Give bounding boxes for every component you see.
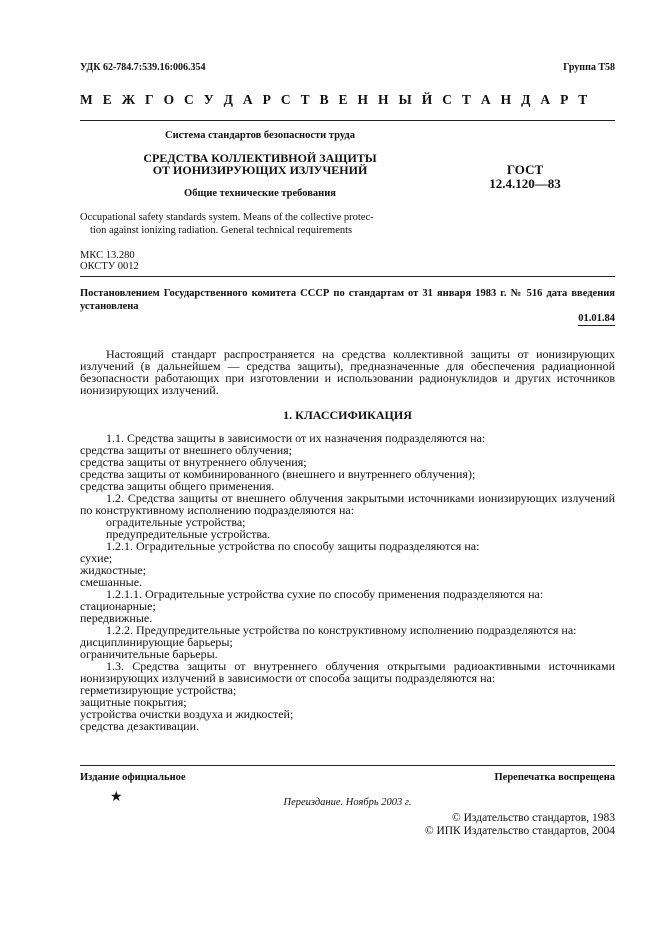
clause-1-2: 1.2. Средства защиты от внешнего облучения закрытыми источниками ионизирующих излучений по конструктивному исполнению подразделяются на: [80, 491, 615, 517]
list-item: оградительные устройства; [106, 515, 246, 529]
list-item: средства защиты общего применения. [80, 479, 275, 493]
list-item: передвижные. [80, 611, 153, 625]
list-item: защитные покрытия; [80, 695, 187, 709]
list-item: средства защиты от внешнего облучения; [80, 443, 293, 457]
list-item: сухие; [80, 551, 113, 565]
list-item: смешанные. [80, 575, 143, 589]
title-divider [80, 276, 615, 277]
section-body [80, 432, 615, 732]
gost-label: ГОСТ [506, 162, 544, 177]
interstate-standard-banner: М Е Ж Г О С У Д А Р С Т В Е Н Н Ы Й С Т А Н Д А Р Т [80, 92, 591, 107]
clause-1-1: 1.1. Средства защиты в зависимости от их назначения подразделяются на: [106, 431, 486, 445]
effective-date: 01.01.84 [578, 313, 615, 324]
reprint-prohibited-label: Перепечатка воспрещена [494, 772, 615, 783]
udk-code: УДК 62-784.7:539.16:006.354 [80, 62, 206, 73]
decree-text: Постановлением Государственного комитета СССР по стандартам от 31 января 1983 г. № 516 дата введения установлена [80, 288, 615, 312]
list-item: средства защиты от внутреннего облучения; [80, 455, 307, 469]
list-item: средства защиты от комбинированного (внешнего и внутреннего облучения); [80, 467, 476, 481]
clause-1-3: 1.3. Средства защиты от внутреннего облучения открытыми радиоактивными источниками ионизирующих излучений в зависимости от способа защиты подразделяются на: [80, 659, 615, 685]
document-title [80, 152, 440, 176]
list-item: стационарные; [80, 599, 156, 613]
group-code: Группа Т58 [563, 62, 615, 73]
copyright-1983: © Издательство стандартов, 1983 [451, 812, 615, 824]
gost-number: 12.4.120—83 [489, 176, 561, 191]
english-title [80, 211, 410, 237]
list-item: ограничительные барьеры. [80, 647, 218, 661]
title-line-2: ОТ ИОНИЗИРУЮЩИХ ИЗЛУЧЕНИЙ [152, 163, 368, 177]
section-heading: 1. КЛАССИФИКАЦИЯ [283, 408, 412, 422]
clause-1-2-2: 1.2.2. Предупредительные устройства по конструктивному исполнению подразделяются на: [106, 623, 577, 637]
list-item: дисциплинирующие барьеры; [80, 635, 233, 649]
top-divider [80, 120, 615, 121]
title-line-1: СРЕДСТВА КОЛЛЕКТИВНОЙ ЗАЩИТЫ [143, 151, 377, 165]
english-title-line-1: Occupational safety standards system. Means of the collective protec- [80, 212, 374, 223]
mks-code: МКС 13.280 [80, 250, 135, 261]
list-item: герметизирующие устройства; [80, 683, 237, 697]
clause-1-2-1-1: 1.2.1.1. Оградительные устройства сухие по способу применения подразделяются на: [106, 587, 544, 601]
list-item: жидкостные; [80, 563, 147, 577]
list-item: средства дезактивации. [80, 719, 200, 733]
star-icon: ★ [110, 790, 123, 805]
intro-paragraph: Настоящий стандарт распространяется на средства коллективной защиты от ионизирующих излучений (в дальнейшем — средства защиты), предназначенные для обеспечения радиационной безопасности работающих при изготовлении и использовании радионуклидов и других источников ионизирующих излучений. [80, 347, 615, 397]
standard-series: Система стандартов безопасности труда [165, 130, 355, 141]
english-title-line-2: tion against ionizing radiation. General technical requirements [90, 225, 353, 236]
gost-block [470, 163, 580, 191]
reissue-note: Переиздание. Ноябрь 2003 г. [283, 797, 412, 808]
okstu-code: ОКСТУ 0012 [80, 261, 139, 272]
footer-divider [80, 765, 615, 766]
official-edition-label: Издание официальное [80, 772, 186, 783]
copyright-2004: © ИПК Издательство стандартов, 2004 [424, 825, 615, 837]
list-item: предупредительные устройства. [106, 527, 271, 541]
document-subtitle: Общие технические требования [184, 188, 336, 199]
classification-codes [80, 250, 139, 272]
list-item: устройства очистки воздуха и жидкостей; [80, 707, 294, 721]
clause-1-2-1: 1.2.1. Оградительные устройства по способу защиты подразделяются на: [106, 539, 480, 553]
